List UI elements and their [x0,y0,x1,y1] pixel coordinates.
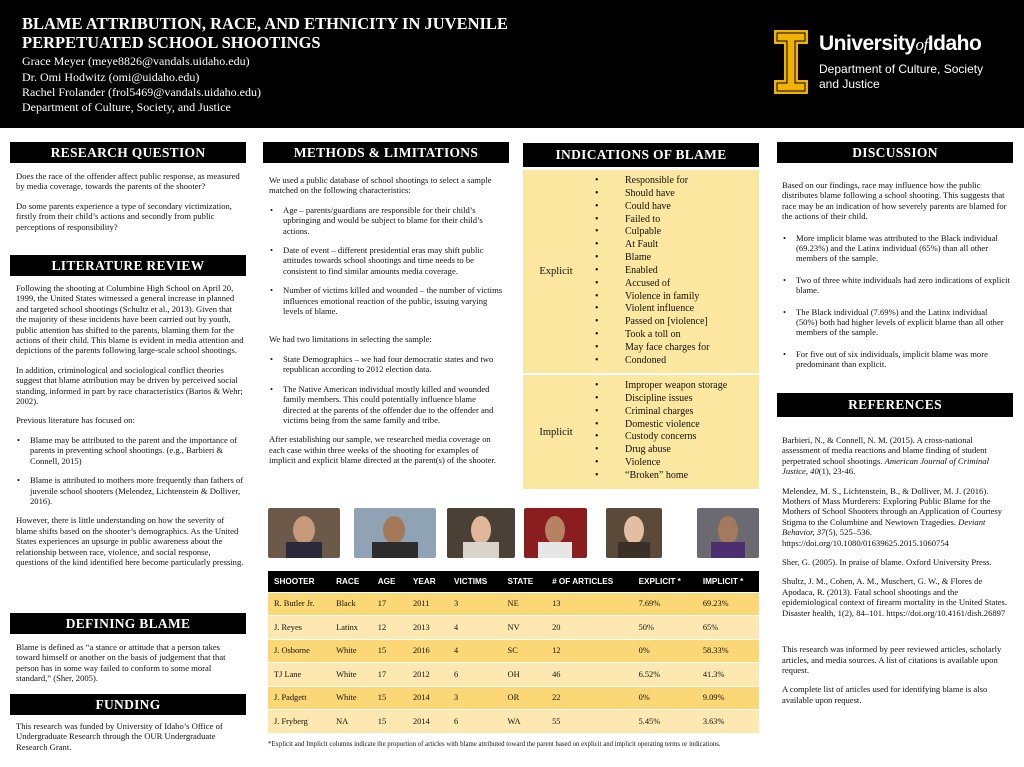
table-cell: R. Butler Jr. [268,592,330,616]
table-cell: 2016 [407,639,448,663]
blame-term: • Criminal charges [595,406,727,419]
table-cell: 0% [633,639,697,663]
column-header: STATE [502,571,547,592]
table-cell: OR [502,686,547,710]
references-body [782,435,1010,714]
paragraph: We used a public database of school shootings to select a sample matched on the following characteristics: [269,175,492,196]
discussion-body [782,180,1010,379]
table-cell: 46 [546,663,633,687]
column-header: IMPLICIT * [697,571,759,592]
table-cell: 4 [448,616,502,640]
column-header: VICTIMS [448,571,502,592]
table-cell: OH [502,663,547,687]
logo-department: Department of Culture, Society and Justice [819,62,984,91]
shooter-photo [697,508,759,558]
column-header: SHOOTER [268,571,330,592]
list-item: • Number of victims killed and wounded – the number of victims influences emotional reaction of the public, issuing varying levels of blame. [269,285,505,316]
table-header-row [268,571,759,592]
table-row [268,639,759,663]
table-cell: 55 [546,710,633,734]
column-header: # OF ARTICLES [546,571,633,592]
table-row [268,710,759,734]
blame-term: • Took a toll on [595,329,710,342]
table-cell: 3.63% [697,710,759,734]
explicit-terms [595,175,710,368]
blame-term: • At Fault [595,239,710,252]
reference-item: Shultz, J. M., Cohen, A. M., Muschert, G. W., & Flores de Apodaca, R. (2013). Fatal school shootings and the epidemiological context of firearm mortality in the United States. Disaster health, 1(2), 84–101. https://doi.org/10.4161/dish.26897 [782,576,1008,618]
reference-item: Melendez, M. S., Lichtenstein, B., & Dolliver, M. J. (2016). Mothers of Mass Murderers: Exploring Public Blame for the Mothers of School Shooters through an Application of Courtesy Stigma to the Columbine and Newtown Tragedies. Deviant Behavior, 37(5), 525–536. https://doi.org/10.1080/01639625.2015.1060754 [782,485,1003,548]
table-cell: 9.09% [697,686,759,710]
author-line: Grace Meyer (meye8826@vandals.uidaho.edu) [22,54,250,68]
table-cell: 20 [546,616,633,640]
research-question-body [16,171,242,241]
table-cell: 2013 [407,616,448,640]
table-row [268,616,759,640]
list-item: • State Demographics – we had four democratic states and two republican according to 2012 election data. [269,354,505,375]
table-cell: 4 [448,639,502,663]
list-item: • Two of three white individuals had zero indications of explicit blame. [782,275,1010,296]
table-cell: NA [330,710,372,734]
poster-header [0,0,1024,128]
paragraph: This research was informed by peer reviewed articles, scholarly articles, and media sources. A list of citations is available upon request. [782,644,1002,675]
blame-term: • Domestic violence [595,419,727,432]
table-cell: 2014 [407,710,448,734]
table-cell: J. Padgett [268,686,330,710]
table-cell: 41.3% [697,663,759,687]
literature-review-heading: LITERATURE REVIEW [10,255,246,276]
table-cell: J. Reyes [268,616,330,640]
blame-term: • Condoned [595,355,710,368]
list-item: • The Black individual (7.69%) and the Latinx individual (50%) both had higher levels of explicit blame than all other members of the sample. [782,307,1010,338]
funding-body: This research was funded by University of Idaho’s Office of Undergraduate Research through the OUR Undergraduate Research Grant. [16,721,223,752]
list-item: • Age – parents/guardians are responsible for their child’s upbringing and would be subject to blame for their child’s actions. [269,205,505,236]
list-item: • Blame is attributed to mothers more frequently than fathers of juvenile school shooters (Melendez, Lichtenstein & Dolliver, 2016). [16,475,244,506]
paragraph: Based on our findings, race may influence how the public distributes blame following a school shooting. This suggests that race may be an indication of how severely parents are blamed for the actions of their child. [782,180,1007,222]
table-row [268,686,759,710]
paragraph: Does the race of the offender affect public response, as measured by media coverage, towards the parents of the shooter? [16,171,240,192]
blame-term: • Enabled [595,265,710,278]
table-cell: 15 [372,639,407,663]
table-cell: Latinx [330,616,372,640]
blame-term: • Failed to [595,214,710,227]
poster-title: BLAME ATTRIBUTION, RACE, AND ETHNICITY IN JUVENILE PERPETUATED SCHOOL SHOOTINGS [22,14,508,52]
table-cell: WA [502,710,547,734]
blame-term: • Blame [595,252,710,265]
paragraph: We had two limitations in selecting the sample: [269,334,432,345]
paragraph: However, there is little understanding on how the severity of blame shifts based on the shooter’s demographics. As the United States experiences an upsurge in public awareness about the relationship between race, violence, and social response, questions of the kind identified here become particularly pressing. [16,515,244,567]
table-cell: NE [502,592,547,616]
department-line: Department of Culture, Society, and Justice [22,100,231,114]
table-cell: J. Osborne [268,639,330,663]
blame-term: • Passed on [violence] [595,316,710,329]
blame-term: • Culpable [595,226,710,239]
implicit-terms [595,380,727,483]
table-cell: TJ Lane [268,663,330,687]
table-cell: 17 [372,663,407,687]
discussion-heading: DISCUSSION [777,142,1013,163]
paragraph: Do some parents experience a type of secondary victimization, firstly from their child’s actions and secondly from public perceptions of responsibility? [16,200,232,232]
table-cell: 7.69% [633,592,697,616]
table-cell: 0% [633,686,697,710]
paragraph: After establishing our sample, we researched media coverage on each case within three weeks of the shooting for examples of implicit and explicit blame directed at the parent(s) of the shooter. [269,434,496,466]
table-cell: 12 [546,639,633,663]
list-item: • Blame may be attributed to the parent and the importance of parents in preventing school shootings. (e.g., Barbieri & Connell, 2015) [16,435,244,466]
shooter-photo [606,508,662,558]
blame-term: • Custody concerns [595,431,727,444]
table-cell: 65% [697,616,759,640]
column-header: EXPLICIT * [633,571,697,592]
list-item: • Date of event – different presidential eras may shift public attitudes towards school shootings and time needs to be consistent to find similar amounts media coverage. [269,245,505,276]
column-header: RACE [330,571,372,592]
table-cell: 5.45% [633,710,697,734]
table-cell: 6.52% [633,663,697,687]
blame-term: • Violent influence [595,303,710,316]
blame-term: • Accused of [595,278,710,291]
table-cell: 50% [633,616,697,640]
table-cell: White [330,686,372,710]
shooter-photo [354,508,436,558]
funding-heading: FUNDING [10,694,246,715]
blame-term: • Drug abuse [595,444,727,457]
university-logo [774,30,1004,100]
table-cell: 3 [448,592,502,616]
paragraph: Previous literature has focused on: [16,415,135,426]
table-cell: 13 [546,592,633,616]
blame-term: • Violence [595,457,727,470]
idaho-i-icon [774,30,808,94]
table-cell: 69.23% [697,592,759,616]
table-cell: 22 [546,686,633,710]
references-heading: REFERENCES [777,393,1013,417]
list-item: • More implicit blame was attributed to the Black individual (69.23%) and the Latinx individual (65%) than all other members of the sample. [782,233,1010,264]
table-cell: 2012 [407,663,448,687]
research-question-heading: RESEARCH QUESTION [10,142,246,163]
methods-heading: METHODS & LIMITATIONS [263,142,509,163]
blame-term: • Could have [595,201,710,214]
table-cell: 58.33% [697,639,759,663]
blame-term: • Discipline issues [595,393,727,406]
list-item: • For five out of six individuals, implicit blame was more predominant than explicit. [782,349,1010,370]
table-cell: 17 [372,592,407,616]
author-line: Rachel Frolander (frol5469@vandals.uidaho.edu) [22,85,261,99]
shooter-photo [524,508,587,558]
table-cell: 2014 [407,686,448,710]
column-header: YEAR [407,571,448,592]
table-cell: Black [330,592,372,616]
table-cell: 12 [372,616,407,640]
column-header: AGE [372,571,407,592]
table-cell: 6 [448,710,502,734]
table-cell: 15 [372,710,407,734]
implicit-row [523,375,759,489]
blame-term: • “Broken” home [595,470,727,483]
blame-term: • Improper weapon storage [595,380,727,393]
blame-term: • May face charges for [595,342,710,355]
table-cell: 15 [372,686,407,710]
paragraph: A complete list of articles used for identifying blame is also available upon request. [782,684,988,705]
indications-table [523,170,759,481]
table-cell: White [330,663,372,687]
methods-body [269,175,505,475]
reference-item: Barbieri, N., & Connell, N. M. (2015). A cross-national assessment of media reactions and blame finding of student perpetrated school shootings. American Journal of Criminal Justice, 40(1), 23-46. [782,435,989,477]
reference-item: Sher, G. (2005). In praise of blame. Oxford University Press. [782,557,992,568]
list-item: • The Native American individual mostly killed and wounded family members. This could potentially influence blame directed at the parents of the offender due to the offender and victims being from the same family and tribe. [269,384,505,426]
indications-heading: INDICATIONS OF BLAME [523,143,759,167]
table-cell: 3 [448,686,502,710]
logo-wordmark: UniversityofIdaho [819,32,982,55]
paragraph: In addition, criminological and sociological conflict theories suggest that blame attribution may be driven by perceived social standing, informed in part by race characteristics (Bartos & Wehr; 2002). [16,364,243,407]
implicit-label: Implicit [539,426,573,438]
table-row [268,592,759,616]
table-cell: NV [502,616,547,640]
literature-review-body [16,283,244,576]
author-line: Dr. Omi Hodwitz (omi@uidaho.edu) [22,70,200,84]
shooter-photo [447,508,515,558]
explicit-label: Explicit [539,266,573,277]
blame-term: • Responsible for [595,175,710,188]
blame-term: • Should have [595,188,710,201]
table-cell: 6 [448,663,502,687]
explicit-row [523,170,759,373]
table-cell: SC [502,639,547,663]
table-footnote: *Explicit and Implicit columns indicate the proportion of articles with blame attributed toward the parent based on explicit and implicit operating terms or indications. [268,741,721,748]
shooter-photo [268,508,340,558]
table-row [268,663,759,687]
table-cell: J. Fryberg [268,710,330,734]
table-cell: White [330,639,372,663]
table-cell: 2011 [407,592,448,616]
defining-blame-body: Blame is defined as “a stance or attitude that a person takes toward himself or another on the basis of judgement that that person has in some way failed to conform to some moral standard,” (Sher, 2005). [16,642,226,684]
defining-blame-heading: DEFINING BLAME [10,613,246,634]
blame-term: • Violence in family [595,291,710,304]
shooter-data-table [268,571,759,733]
paragraph: Following the shooting at Columbine High School on April 20, 1999, the United States witnessed a general increase in planned and targeted school shootings (Schultz et al., 2013). Given that the majority of these incidents have been carried out by youth, public attention has shifted to the parents, blaming them for the actions of their child. This blame is evident in media attention and depictions of the parents following large-scale school shootings. [16,283,244,356]
